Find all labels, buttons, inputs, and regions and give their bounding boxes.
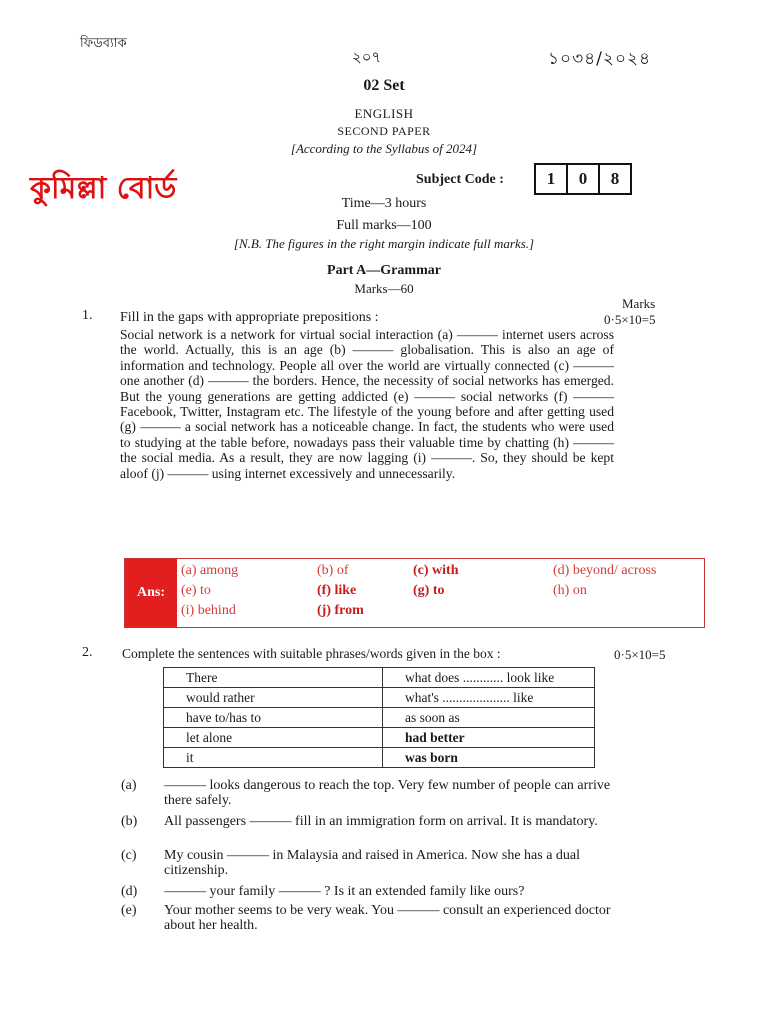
sentence-text: ——— your family ——— ? Is it an extended family like ours? — [164, 884, 525, 899]
syllabus-note: [According to the Syllabus of 2024] — [290, 141, 478, 156]
q1-marks: 0·5×10=5 — [604, 312, 656, 327]
answer-item: (i) behind — [181, 603, 236, 618]
subject-code-box — [536, 163, 632, 195]
table-row — [164, 668, 595, 688]
paper-title: SECOND PAPER — [337, 124, 431, 138]
sentence-label: (e) — [121, 903, 137, 918]
full-marks: Full marks—100 — [336, 218, 432, 233]
sentence-label: (d) — [121, 884, 138, 899]
table-row — [164, 708, 595, 728]
sentence-label: (b) — [121, 814, 138, 829]
sentence-text: My cousin ——— in Malaysia and raised in America. Now she has a dual citizenship. — [164, 848, 581, 878]
corner-label: ফিডব্যাক — [80, 36, 127, 51]
phrase-cell: was born — [383, 748, 595, 768]
answer-item: (a) among — [181, 563, 239, 578]
q2-instruction: Complete the sentences with suitable phrases/words given in the box : — [122, 646, 501, 661]
q1-passage — [120, 327, 614, 481]
phrase-cell: what's .................... like — [383, 688, 595, 708]
subject-title: ENGLISH — [354, 106, 414, 121]
phrase-cell: have to/has to — [164, 708, 383, 728]
phrase-cell: it — [164, 748, 383, 768]
answer-label: Ans: — [125, 559, 177, 627]
subject-code-digit: 1 — [534, 163, 568, 195]
marks-heading: Marks — [622, 296, 656, 311]
answer-item: (e) to — [181, 583, 211, 598]
part-title: Part A—Grammar — [327, 263, 441, 278]
q1-answer-box — [124, 558, 705, 628]
q1-number: 1. — [82, 308, 93, 323]
phrase-cell: would rather — [164, 688, 383, 708]
q2-marks: 0·5×10=5 — [614, 647, 666, 662]
sentence-text: Your mother seems to be very weak. You ——— consult an experienced doctor about her health. — [164, 903, 611, 933]
page-number: ২০৭ — [352, 48, 382, 66]
part-marks: Marks—60 — [354, 281, 414, 296]
phrase-cell: let alone — [164, 728, 383, 748]
phrase-cell: had better — [383, 728, 595, 748]
exam-time: Time—3 hours — [341, 196, 427, 211]
sentence-label: (c) — [121, 848, 137, 863]
answer-item: (h) on — [553, 583, 587, 598]
year-range: ১০৩৪/২০২৪ — [548, 49, 652, 69]
answer-item: (d) beyond/ across — [553, 563, 657, 578]
q1-instruction: Fill in the gaps with appropriate prepositions : — [120, 310, 379, 325]
table-row — [164, 748, 595, 768]
answer-item: (j) from — [317, 603, 364, 618]
q1-passage-text: Social network is a network for virtual social interaction (a) ——— internet users across the world. Actually, this is an age (b) ——— globalisation. This is also an age of information and technology. People all over the world are virtually connected (c) ——— one another (d) ——— the borders. Hence, the necessity of social networks has emerged. But the young generations are getting addicted (e) ——— social networks (f) ——— Facebook, Twitter, Instagram etc. The lifestyle of the young before and after getting used (g) ——— a social network has a noticeable change. In fact, the students who were used to studying at the table before, nowadays pass their valuable time by chatting (h) ——— the social media. As a result, they are now lagging (i) ———. So, they should be kept aloof (j) ——— using internet excessively and unnecessarily. — [120, 327, 614, 481]
phrase-cell: what does ............ look like — [383, 668, 595, 688]
subject-code-digit: 0 — [566, 163, 600, 195]
answer-item: (b) of — [317, 563, 349, 578]
sentence-label: (a) — [121, 778, 137, 793]
answer-grid — [181, 563, 701, 623]
subject-code-digit: 8 — [598, 163, 632, 195]
table-row — [164, 728, 595, 748]
board-stamp: কুমিল্লা বোর্ড — [30, 171, 177, 206]
answer-item: (c) with — [413, 563, 459, 578]
sentence-text: All passengers ——— fill in an immigration form on arrival. It is mandatory. — [164, 814, 598, 829]
nb-note: [N.B. The figures in the right margin indicate full marks.] — [233, 236, 535, 251]
answer-item: (f) like — [317, 583, 357, 598]
subject-code-label: Subject Code : — [416, 172, 504, 187]
answer-item: (g) to — [413, 583, 445, 598]
phrase-box — [163, 667, 595, 768]
table-row — [164, 688, 595, 708]
q2-number: 2. — [82, 645, 93, 660]
set-title: 02 Set — [363, 77, 405, 94]
phrase-cell: There — [164, 668, 383, 688]
phrase-cell: as soon as — [383, 708, 595, 728]
sentence-text: ——— looks dangerous to reach the top. Very few number of people can arrive there safely. — [164, 778, 611, 808]
